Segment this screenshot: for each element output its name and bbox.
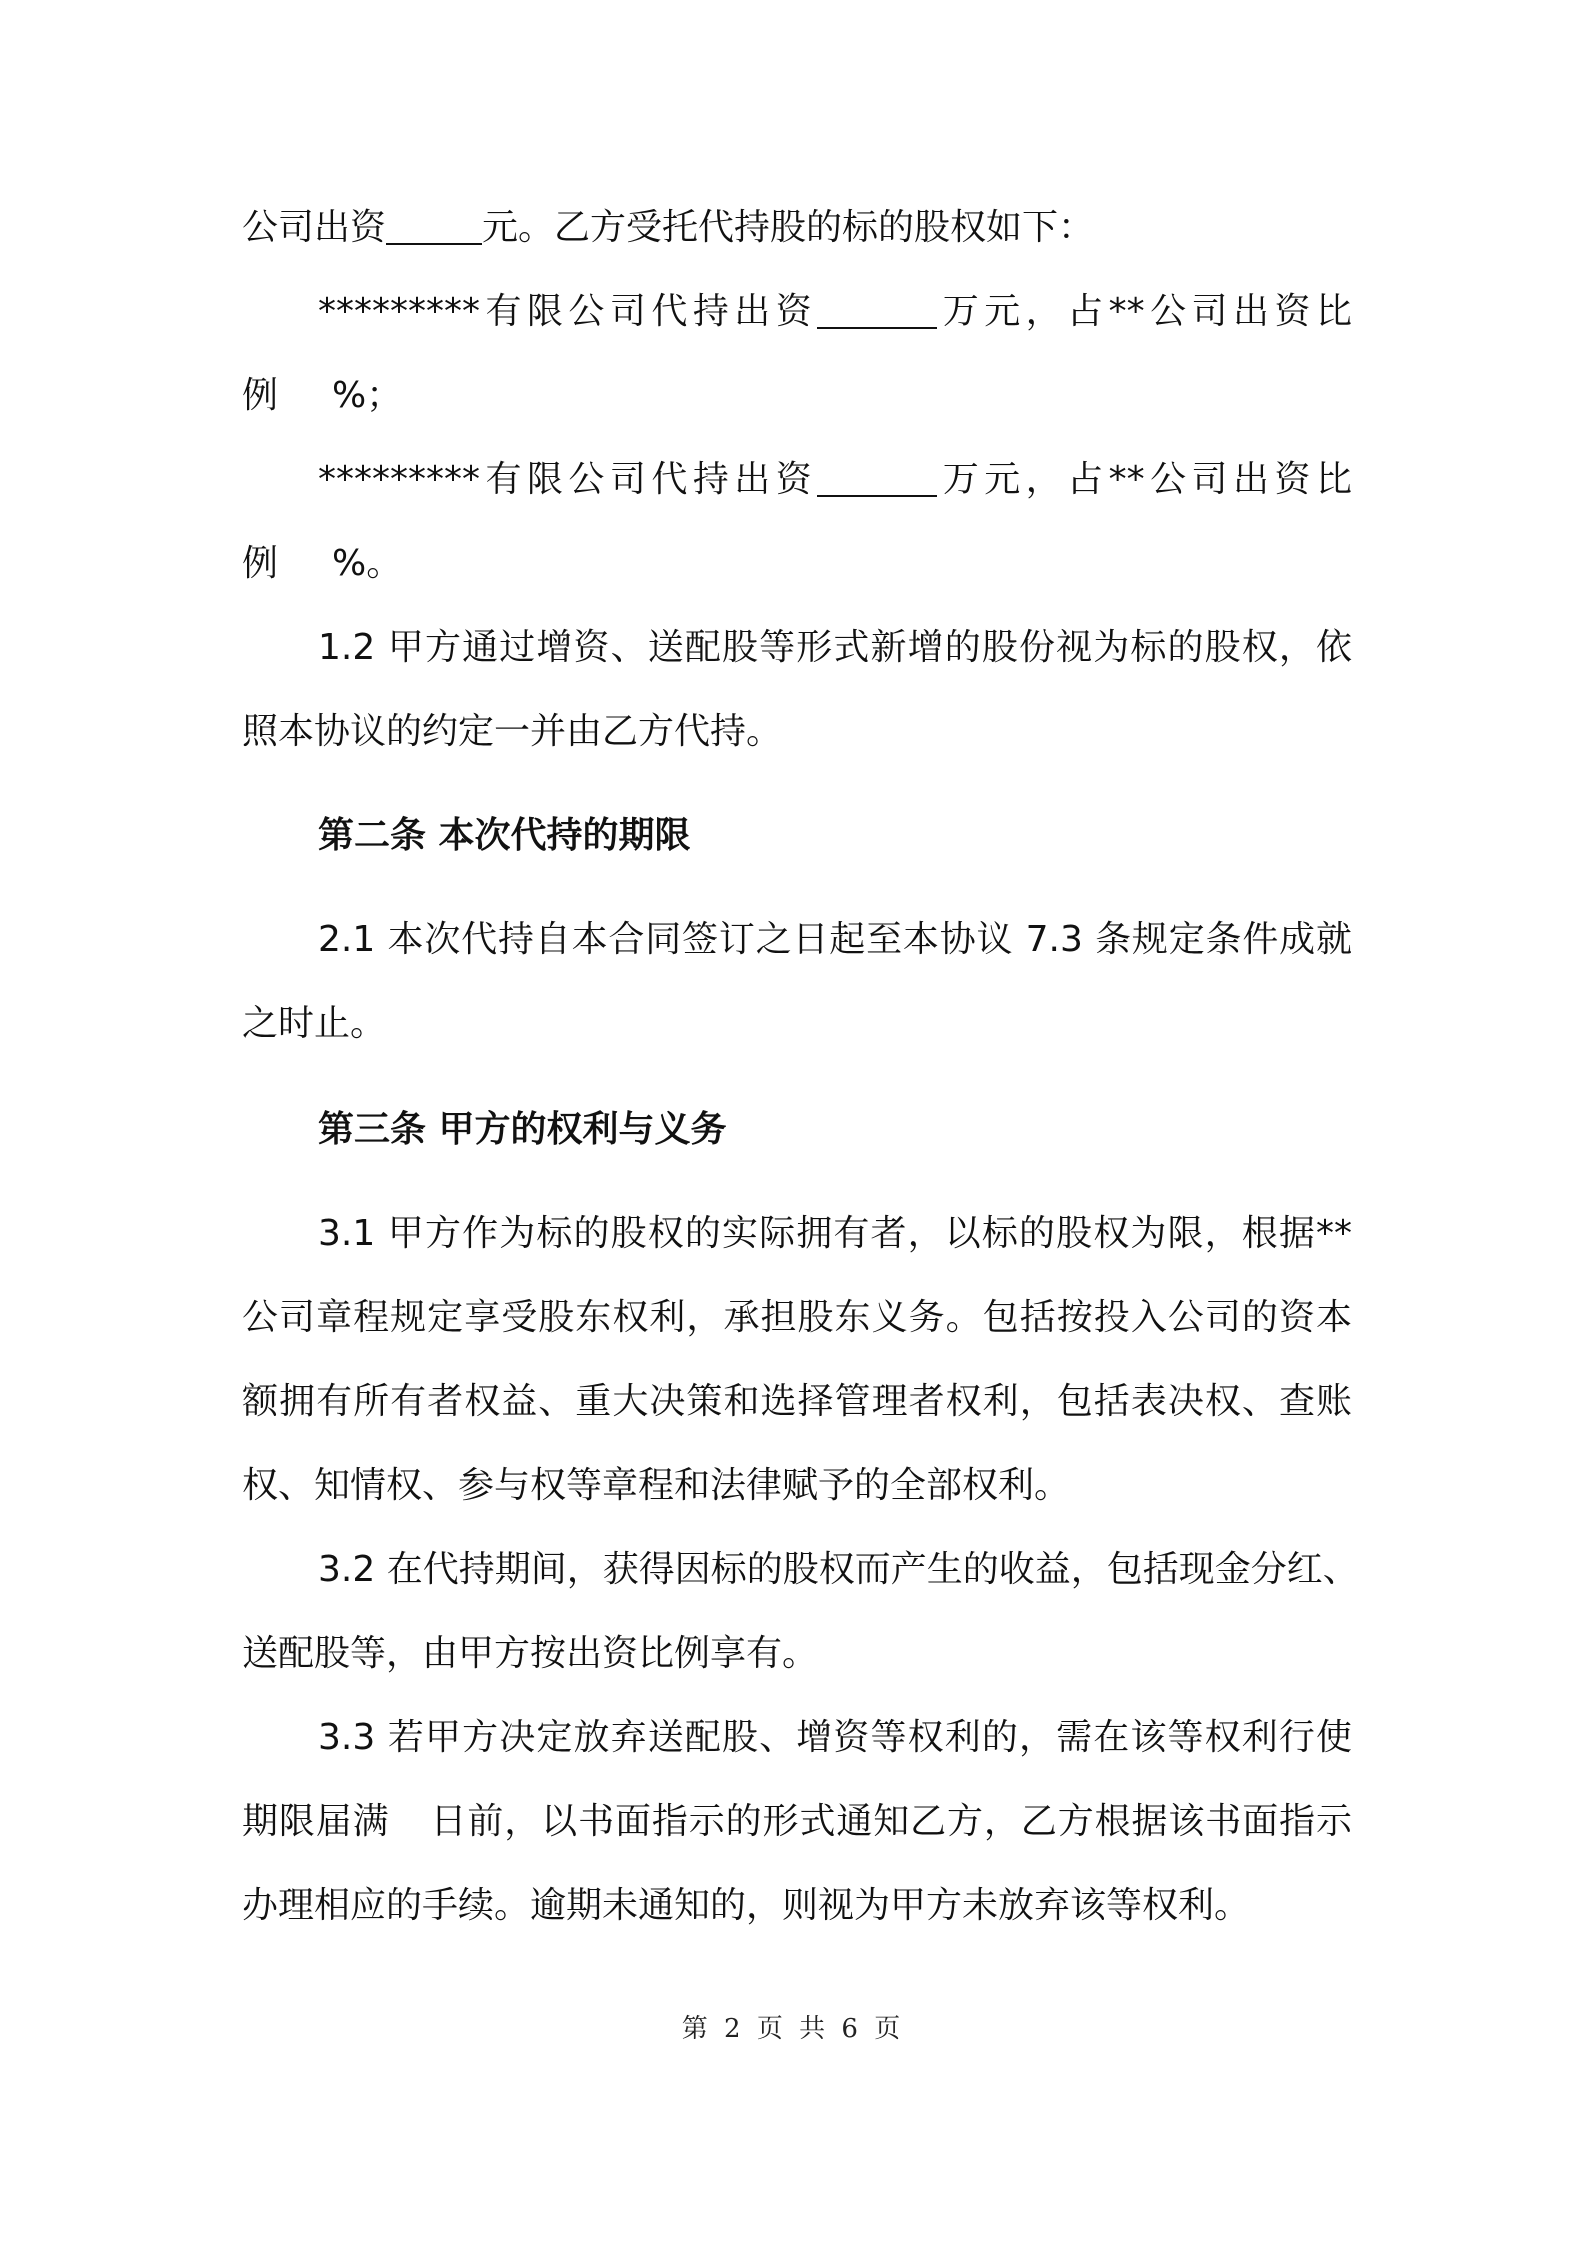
blank-underline <box>817 455 937 497</box>
blank-underline <box>817 287 937 329</box>
text-line: 送配股等，由甲方按出资比例享有。 <box>242 1633 819 1674</box>
text-segment: 日前，以书面指示的形式通知乙方，乙方根据该书面指示 <box>429 1801 1352 1842</box>
page-footer: 第 2 页 共 6 页 <box>681 2014 905 2044</box>
text-line: 2.1 本次代持自本合同签订之日起至本协议 7.3 条规定条件成就 <box>318 919 1352 960</box>
section-heading: 第二条 本次代持的期限 <box>318 815 691 856</box>
text-line <box>318 452 1352 508</box>
text-line <box>242 1794 1352 1850</box>
text-line: 1.2 甲方通过增资、送配股等形式新增的股份视为标的股权，依 <box>318 627 1352 668</box>
text-segment: 万元，占**公司出资比 <box>937 459 1352 500</box>
text-segment: *********有限公司代持出资 <box>318 459 818 500</box>
text-segment: 例 <box>242 375 279 416</box>
text-line: 办理相应的手续。逾期未通知的，则视为甲方未放弃该等权利。 <box>242 1885 1251 1926</box>
text-segment: 元。乙方受托代持股的标的股权如下： <box>482 207 1095 248</box>
text-line: 公司章程规定享受股东权利，承担股东义务。包括按投入公司的资本 <box>242 1297 1352 1338</box>
text-segment: 公司出资 <box>242 207 387 248</box>
text-line <box>242 536 1352 592</box>
text-line: 3.1 甲方作为标的股权的实际拥有者，以标的股权为限，根据** <box>318 1213 1352 1254</box>
text-line <box>242 200 1352 256</box>
text-segment: 期限届满 <box>242 1801 390 1842</box>
text-line: 之时止。 <box>242 1003 387 1044</box>
text-line <box>242 368 1352 424</box>
text-line: 权、知情权、参与权等章程和法律赋予的全部权利。 <box>242 1465 1071 1506</box>
text-segment: %。 <box>332 543 403 584</box>
text-line <box>318 284 1352 340</box>
text-line: 3.2 在代持期间，获得因标的股权而产生的收益，包括现金分红、 <box>318 1549 1359 1590</box>
text-line: 额拥有所有者权益、重大决策和选择管理者权利，包括表决权、查账 <box>242 1381 1352 1422</box>
text-segment: 万元，占**公司出资比 <box>937 291 1352 332</box>
blank-underline <box>386 203 482 245</box>
text-line: 照本协议的约定一并由乙方代持。 <box>242 711 783 752</box>
section-heading: 第三条 甲方的权利与义务 <box>318 1109 727 1150</box>
text-segment: *********有限公司代持出资 <box>318 291 818 332</box>
text-line: 3.3 若甲方决定放弃送配股、增资等权利的，需在该等权利行使 <box>318 1717 1352 1758</box>
text-segment: 例 <box>242 543 279 584</box>
text-segment: %； <box>332 375 403 416</box>
